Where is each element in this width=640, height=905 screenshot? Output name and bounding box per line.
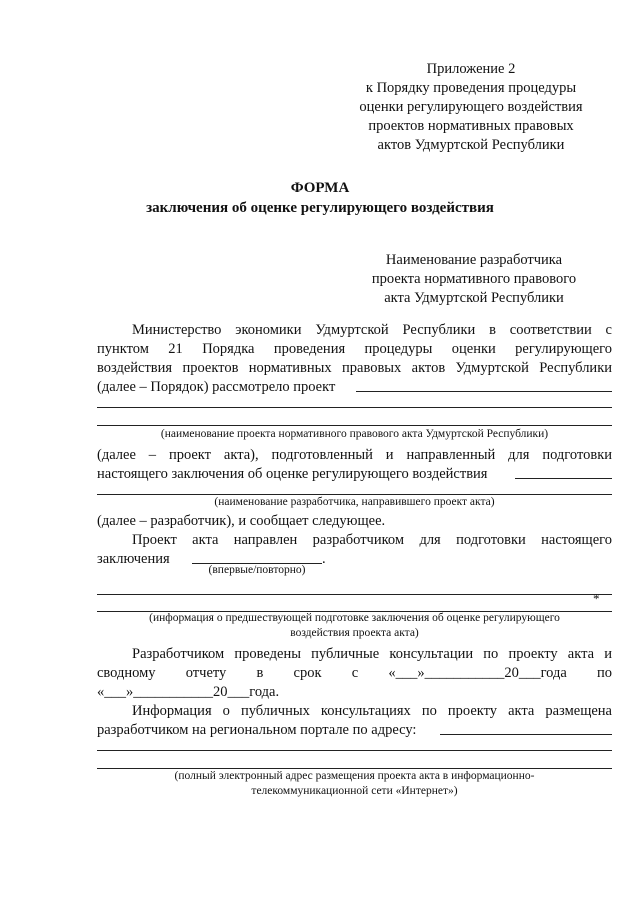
para6-line: Информация о публичных консультациях по проекту акта размещена xyxy=(132,703,612,719)
developer-line: проекта нормативного правового xyxy=(371,271,577,287)
caption-portal-address: (полный электронный адрес размещения проекта акта в информационно- xyxy=(174,770,535,782)
project-name-field[interactable] xyxy=(356,391,612,392)
start-date-field[interactable]: «___»___________20___года xyxy=(388,665,567,681)
form-subtitle: заключения об оценке регулирующего воздействия xyxy=(146,200,494,216)
portal-address-field[interactable] xyxy=(97,750,612,751)
para3-line: (далее – разработчик), и сообщает следующее. xyxy=(97,513,386,529)
para1-line: пунктом 21 Порядка проведения процедуры оценки регулирующего xyxy=(97,341,612,357)
para2-line: (далее – проект акта), подготовленный и направленный для подготовки xyxy=(97,447,612,463)
para5-word: сводному xyxy=(97,665,156,681)
para5-line xyxy=(97,664,612,683)
para2-line: настоящего заключения об оценке регулирующего воздействия xyxy=(97,466,488,482)
developer-block xyxy=(330,251,618,308)
portal-address-field[interactable] xyxy=(97,768,612,769)
caption-developer-name: (наименование разработчика, направившего проект акта) xyxy=(214,496,495,508)
caption-portal-address: телекоммуникационной сети «Интернет») xyxy=(251,785,458,797)
para4-word: заключения xyxy=(97,551,170,567)
developer-name-field[interactable] xyxy=(515,478,612,479)
para5-word: срок xyxy=(293,665,322,681)
appendix-line: к Порядку проведения процедуры xyxy=(365,80,577,96)
para5-line: Разработчиком проведены публичные консультации по проекту акта и xyxy=(132,646,612,662)
para4-period: . xyxy=(322,551,326,567)
previous-info-field[interactable] xyxy=(97,594,612,595)
para1-line: Министерство экономики Удмуртской Республики в соответствии с xyxy=(132,322,612,338)
para1-line: воздействия проектов нормативных правовых актов Удмуртской Республики xyxy=(97,360,612,376)
para5-word: отчету xyxy=(185,665,227,681)
para5-word: с xyxy=(351,665,359,681)
developer-name-field[interactable] xyxy=(97,494,612,495)
caption-first-repeat: (впервые/повторно) xyxy=(208,564,306,576)
appendix-line: проектов нормативных правовых xyxy=(368,118,574,134)
developer-line: Наименование разработчика xyxy=(385,252,563,268)
appendix-line: Приложение 2 xyxy=(426,61,516,77)
appendix-header xyxy=(340,60,602,155)
para6-line: разработчиком на региональном портале по адресу: xyxy=(97,722,417,738)
para5-word: по xyxy=(596,665,612,681)
para5-word: в xyxy=(256,665,264,681)
end-date-field[interactable]: «___»___________20___года. xyxy=(97,684,280,700)
form-title: ФОРМА xyxy=(290,180,350,196)
caption-previous-info: (информация о предшествующей подготовке заключения об оценке регулирующего xyxy=(149,612,560,624)
para1-line: (далее – Порядок) рассмотрело проект xyxy=(97,379,336,395)
asterisk-mark: * xyxy=(593,591,600,606)
project-name-field[interactable] xyxy=(97,407,612,408)
appendix-line: оценки регулирующего воздействия xyxy=(359,99,583,115)
caption-project-name: (наименование проекта нормативного правового акта Удмуртской Республики) xyxy=(160,428,549,440)
appendix-line: актов Удмуртской Республики xyxy=(377,137,565,153)
project-name-field[interactable] xyxy=(97,425,612,426)
developer-line: акта Удмуртской Республики xyxy=(384,290,564,306)
caption-previous-info: воздействия проекта акта) xyxy=(290,627,419,639)
para4-line: Проект акта направлен разработчиком для подготовки настоящего xyxy=(132,532,612,548)
portal-address-field[interactable] xyxy=(440,734,612,735)
